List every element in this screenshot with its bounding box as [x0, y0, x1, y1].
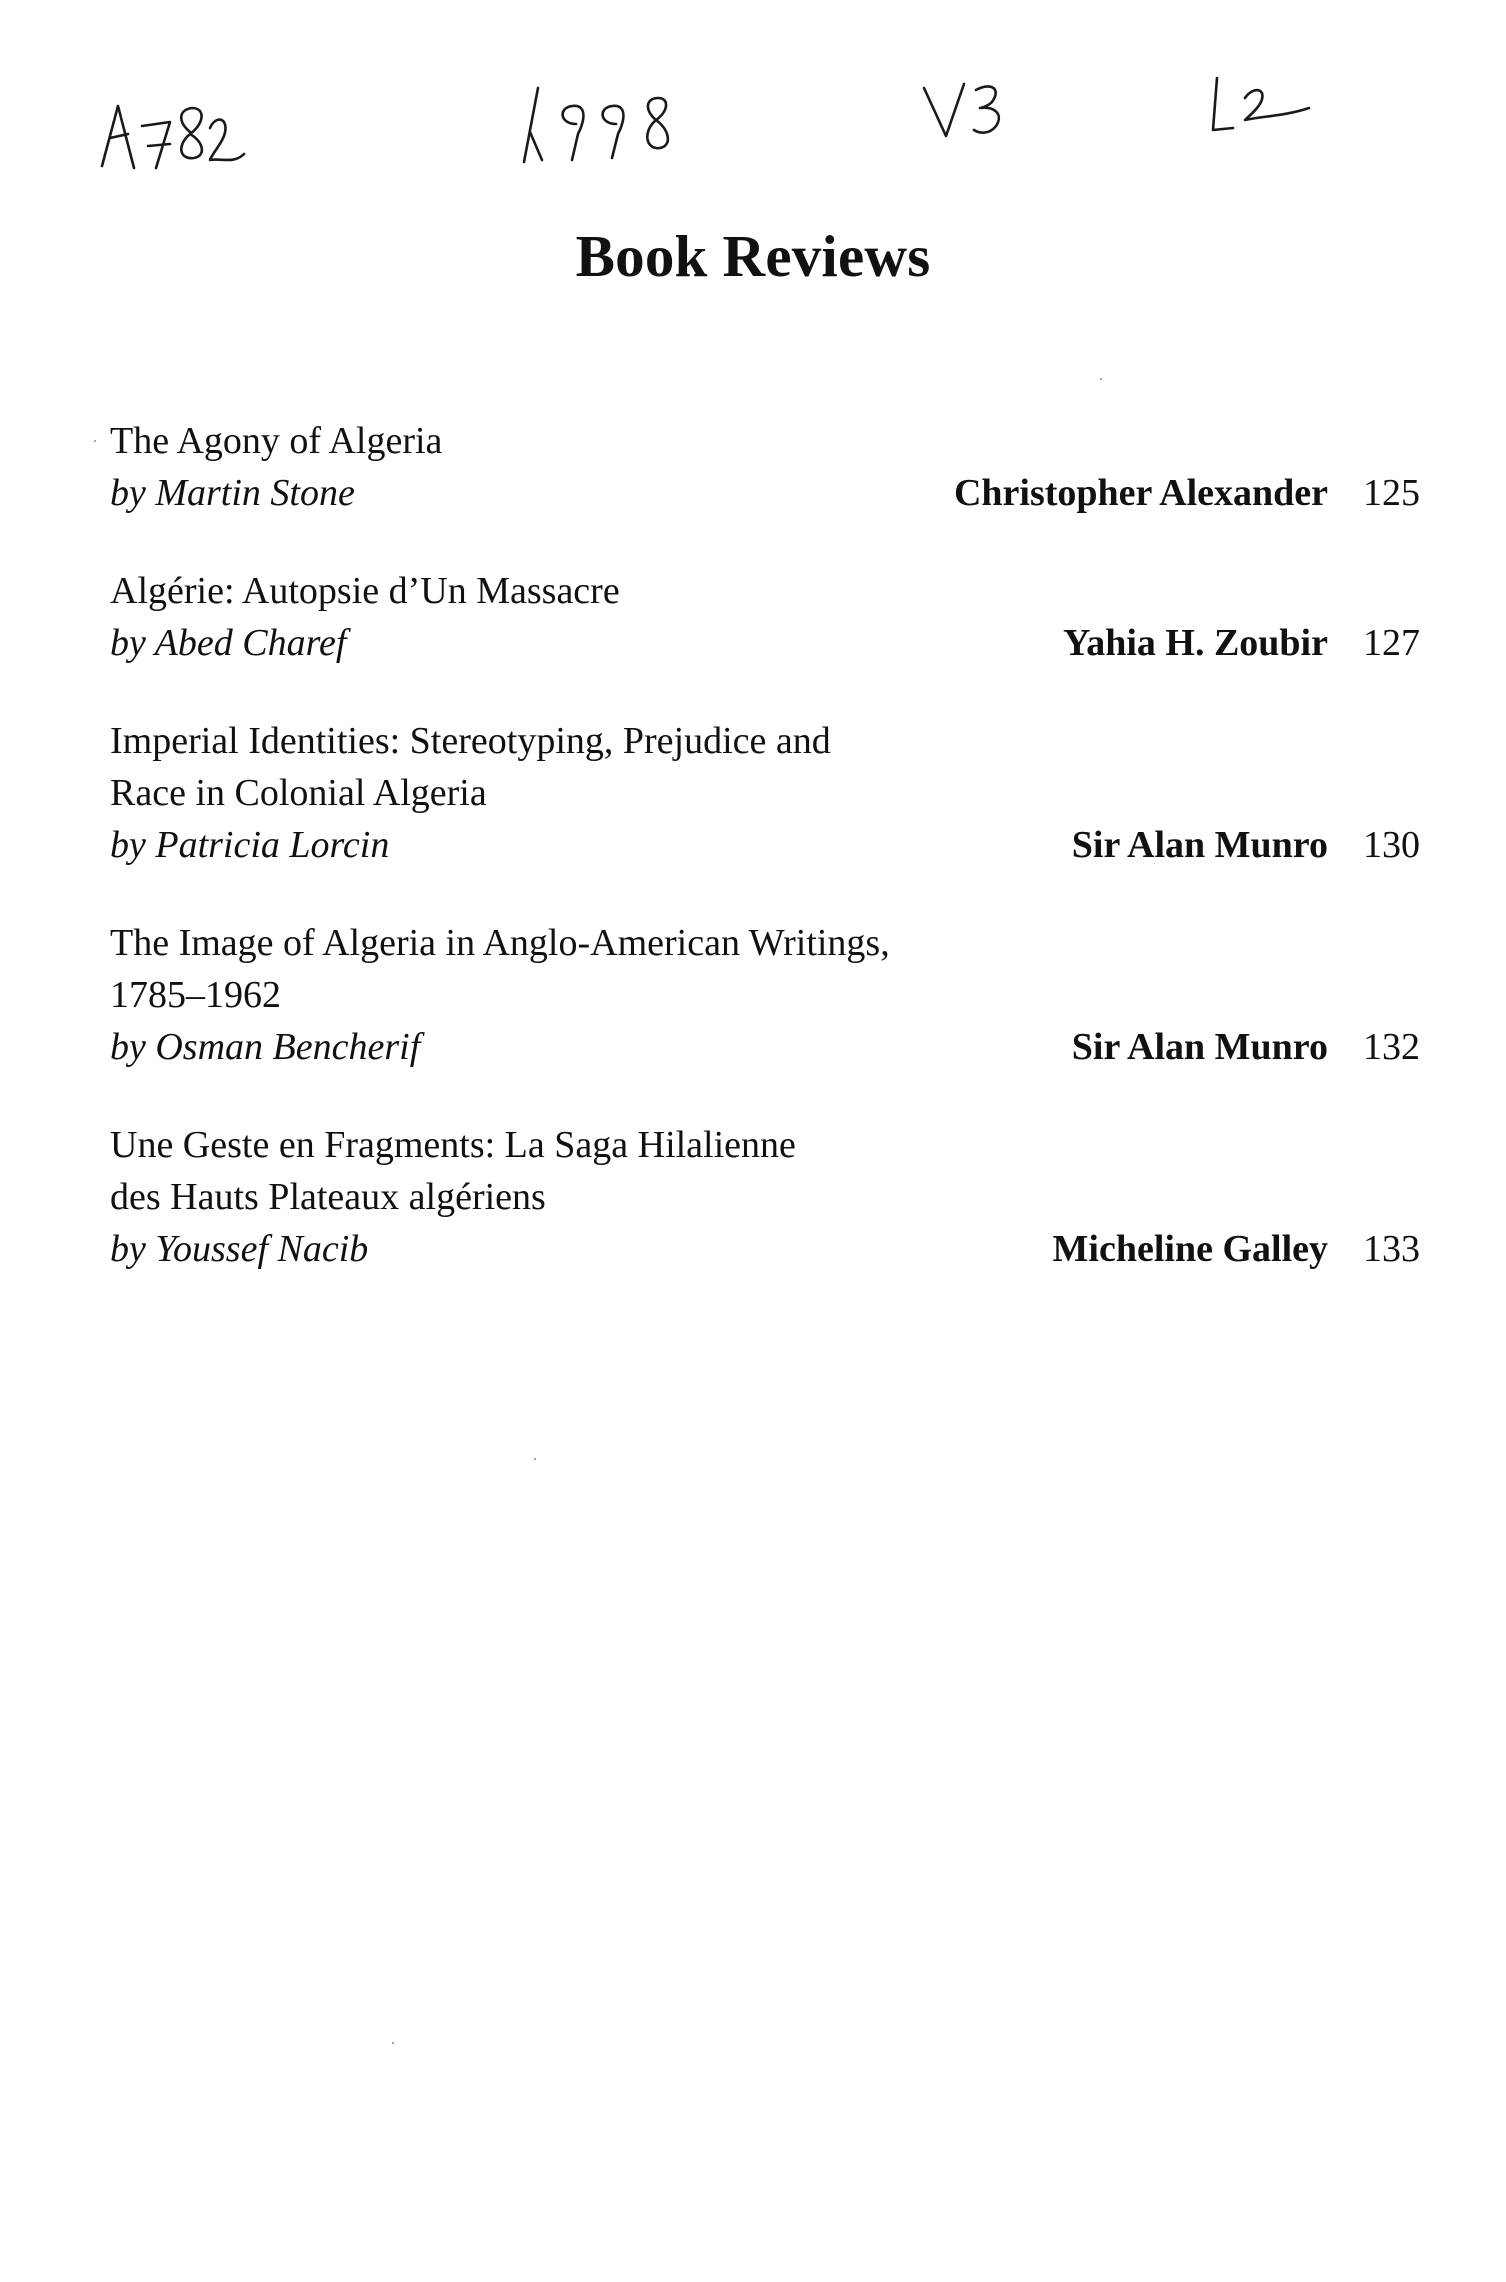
review-book-title: Algérie: Autopsie d’Un Massacre [110, 570, 620, 612]
review-reviewer: Sir Alan Munro [1071, 1026, 1328, 1068]
review-book-title-continued: des Hauts Plateaux algériens [110, 1176, 546, 1218]
list-item [110, 565, 1420, 669]
review-credit-line [110, 1223, 1420, 1275]
scan-speck [94, 440, 96, 442]
handwritten-note-a782 [98, 88, 248, 178]
review-reviewer: Christopher Alexander [953, 472, 1328, 514]
review-reviewer: Micheline Galley [1052, 1228, 1328, 1270]
list-item [110, 1119, 1420, 1275]
review-credit-line [110, 819, 1420, 871]
review-book-title-continued: 1785–1962 [110, 974, 281, 1016]
review-book-title: The Agony of Algeria [110, 420, 443, 462]
review-book-title-continued: Race in Colonial Algeria [110, 772, 487, 814]
review-credit-line [110, 617, 1420, 669]
page-title: Book Reviews [575, 223, 931, 289]
review-page-number: 130 [1363, 824, 1420, 866]
review-reviewer: Yahia H. Zoubir [1062, 622, 1328, 664]
review-book-title: Imperial Identities: Stereotyping, Prejudice and [110, 720, 831, 762]
handwritten-note-1998 [520, 78, 690, 168]
handwritten-notes [0, 0, 1506, 200]
review-book-title: Une Geste en Fragments: La Saga Hilalienne [110, 1124, 796, 1166]
list-item [110, 917, 1420, 1073]
review-book-author: by Abed Charef [110, 622, 347, 664]
review-credit-line [110, 467, 1420, 519]
review-book-author: by Osman Bencherif [110, 1026, 421, 1068]
review-book-title: The Image of Algeria in Anglo-American Writings, [110, 922, 890, 964]
scan-speck [1100, 378, 1102, 380]
scan-speck [534, 1458, 536, 1460]
list-item [110, 415, 1420, 519]
review-book-author: by Martin Stone [110, 472, 355, 514]
list-item [110, 715, 1420, 871]
handwritten-note-v3 [920, 78, 1020, 148]
review-page-number: 125 [1363, 472, 1420, 514]
review-page-number: 133 [1363, 1228, 1420, 1270]
review-credit-line [110, 1021, 1420, 1073]
review-page-number: 132 [1363, 1026, 1420, 1068]
handwritten-note-l2 [1205, 72, 1315, 142]
review-list [110, 415, 1420, 1321]
review-book-author: by Youssef Nacib [110, 1228, 369, 1270]
review-page-number: 127 [1363, 622, 1420, 664]
review-reviewer: Sir Alan Munro [1071, 824, 1328, 866]
review-book-author: by Patricia Lorcin [110, 824, 390, 866]
scan-speck [392, 2042, 394, 2044]
